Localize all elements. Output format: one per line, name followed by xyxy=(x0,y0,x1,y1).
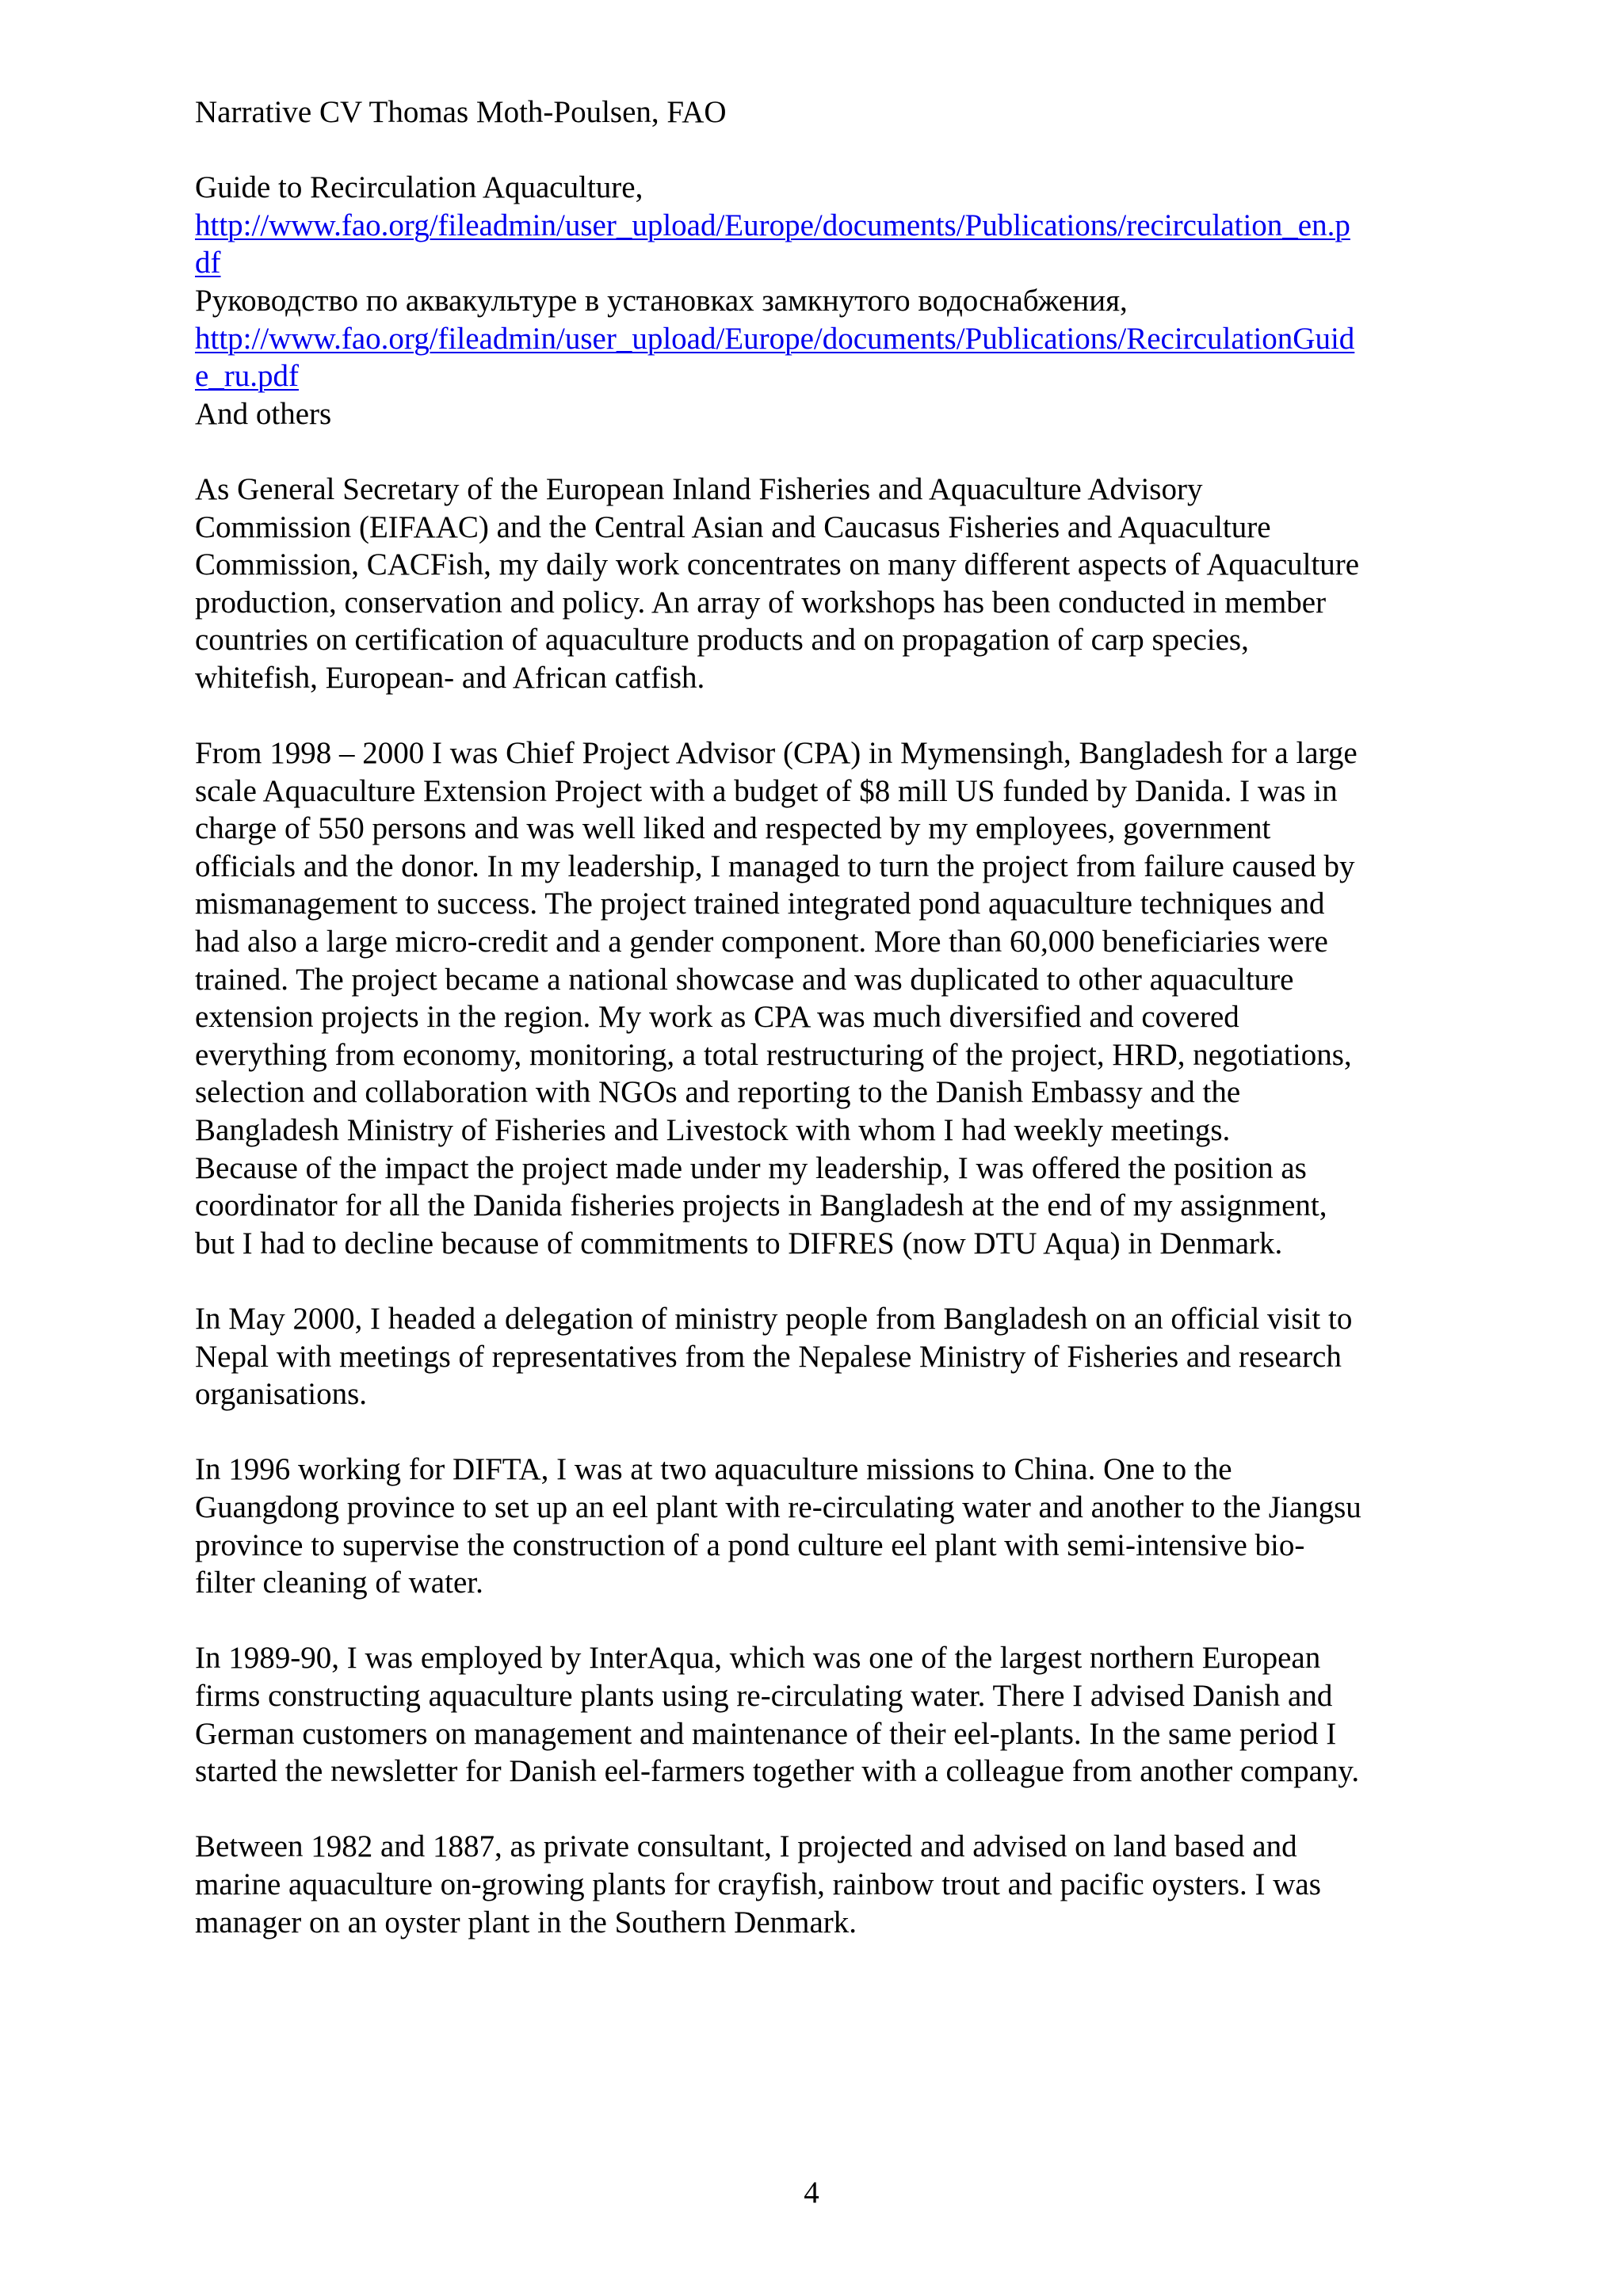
publication-guide-ru-link-continued[interactable] xyxy=(195,357,1447,395)
paragraph-eifaac xyxy=(195,471,1447,697)
paragraph-line: Commission, CACFish, my daily work concentrates on many different aspects of Aquaculture xyxy=(195,547,1360,582)
paragraph-line: firms constructing aquaculture plants using re-circulating water. There I advised Danish and xyxy=(195,1678,1333,1713)
paragraph-line: countries on certification of aquaculture products and on propagation of carp species, xyxy=(195,623,1249,658)
paragraph-line: Bangladesh Ministry of Fisheries and Livestock with whom I had weekly meetings. xyxy=(195,1113,1231,1148)
paragraph-line: Commission (EIFAAC) and the Central Asian and Caucasus Fisheries and Aquaculture xyxy=(195,509,1271,544)
spacer xyxy=(195,132,1447,170)
paragraph-line: filter cleaning of water. xyxy=(195,1566,483,1600)
paragraph-line: started the newsletter for Danish eel-farmers together with a colleague from another company. xyxy=(195,1754,1360,1789)
paragraph-bangladesh-cpa xyxy=(195,734,1447,1262)
page-number: 4 xyxy=(804,2176,819,2210)
paragraph-line: had also a large micro-credit and a gender component. More than 60,000 beneficiaries were xyxy=(195,925,1328,959)
paragraph-line: As General Secretary of the European Inland Fisheries and Aquaculture Advisory xyxy=(195,471,1203,506)
publication-guide-ru-title: Руководство по аквакультуре в установках замкнутого водоснабжения, xyxy=(195,283,1128,318)
paragraph-line: charge of 550 persons and was well liked and respected by my employees, government xyxy=(195,811,1271,846)
paragraph-line: organisations. xyxy=(195,1377,368,1412)
paragraph-line: selection and collaboration with NGOs and reporting to the Danish Embassy and the xyxy=(195,1075,1241,1110)
paragraph-line: In 1996 working for DIFTA, I was at two aquaculture missions to China. One to the xyxy=(195,1452,1232,1487)
paragraph-line: whitefish, European- and African catfish. xyxy=(195,660,705,695)
paragraph-line: but I had to decline because of commitments to DIFRES (now DTU Aqua) in Denmark. xyxy=(195,1226,1283,1261)
paragraph-line: scale Aquaculture Extension Project with a budget of $8 mill US funded by Danida. I was in xyxy=(195,773,1338,808)
spacer xyxy=(195,1262,1447,1300)
publication-guide-en-link-line1: http://www.fao.org/fileadmin/user_upload/Europe/documents/Publications/recirculation_en.p xyxy=(195,208,1350,242)
paragraph-line: coordinator for all the Danida fisheries projects in Bangladesh at the end of my assignment, xyxy=(195,1188,1327,1223)
spacer xyxy=(195,1413,1447,1451)
paragraph-line: extension projects in the region. My work as CPA was much diversified and covered xyxy=(195,1000,1239,1035)
paragraph-line: From 1998 – 2000 I was Chief Project Advisor (CPA) in Mymensingh, Bangladesh for a large xyxy=(195,736,1358,771)
paragraph-line: In 1989-90, I was employed by InterAqua, which was one of the largest northern European xyxy=(195,1641,1321,1676)
paragraph-line: everything from economy, monitoring, a total restructuring of the project, HRD, negotiations, xyxy=(195,1037,1352,1072)
publications-and-others: And others xyxy=(195,396,332,431)
document-header-title: Narrative CV Thomas Moth-Poulsen, FAO xyxy=(195,95,727,129)
paragraph-china-missions xyxy=(195,1451,1447,1601)
spacer xyxy=(195,697,1447,735)
paragraph-nepal-delegation xyxy=(195,1300,1447,1413)
paragraph-line: Because of the impact the project made under my leadership, I was offered the position as xyxy=(195,1150,1307,1185)
spacer xyxy=(195,433,1447,471)
paragraph-line: In May 2000, I headed a delegation of ministry people from Bangladesh on an official visit to xyxy=(195,1302,1353,1336)
paragraph-line: German customers on management and maintenance of their eel-plants. In the same period I xyxy=(195,1716,1337,1751)
publication-guide-ru-link[interactable] xyxy=(195,320,1447,358)
spacer xyxy=(195,1791,1447,1829)
page-content xyxy=(195,93,1447,1941)
paragraph-line: Nepal with meetings of representatives from the Nepalese Ministry of Fisheries and research xyxy=(195,1339,1342,1374)
paragraph-line: Guangdong province to set up an eel plant with re-circulating water and another to the Jiangsu xyxy=(195,1489,1361,1524)
paragraph-line: production, conservation and policy. An array of workshops has been conducted in member xyxy=(195,585,1327,620)
paragraph-line: officials and the donor. In my leadership, I managed to turn the project from failure caused by xyxy=(195,849,1355,883)
paragraph-line: province to supervise the construction of a pond culture eel plant with semi-intensive bio- xyxy=(195,1527,1305,1562)
publication-guide-en-link-line2: df xyxy=(195,246,221,280)
paragraph-line: trained. The project became a national showcase and was duplicated to other aquaculture xyxy=(195,962,1294,997)
paragraph-interaqua xyxy=(195,1639,1447,1790)
paragraph-private-consultant xyxy=(195,1828,1447,1941)
publication-guide-ru-link-line1: http://www.fao.org/fileadmin/user_upload/Europe/documents/Publications/RecirculationGuid xyxy=(195,321,1355,356)
paragraph-line: Between 1982 and 1887, as private consultant, I projected and advised on land based and xyxy=(195,1829,1297,1864)
paragraph-line: mismanagement to success. The project trained integrated pond aquaculture techniques and xyxy=(195,887,1325,921)
paragraph-line: manager on an oyster plant in the Southern Denmark. xyxy=(195,1905,857,1939)
spacer xyxy=(195,1602,1447,1640)
publication-guide-en-title: Guide to Recirculation Aquaculture, xyxy=(195,170,643,205)
publication-guide-en-link[interactable] xyxy=(195,207,1447,245)
paragraph-line: marine aquaculture on-growing plants for crayfish, rainbow trout and pacific oysters. I was xyxy=(195,1867,1321,1901)
publication-guide-ru-link-line2: e_ru.pdf xyxy=(195,359,300,394)
publication-guide-en-link-continued[interactable] xyxy=(195,244,1447,282)
